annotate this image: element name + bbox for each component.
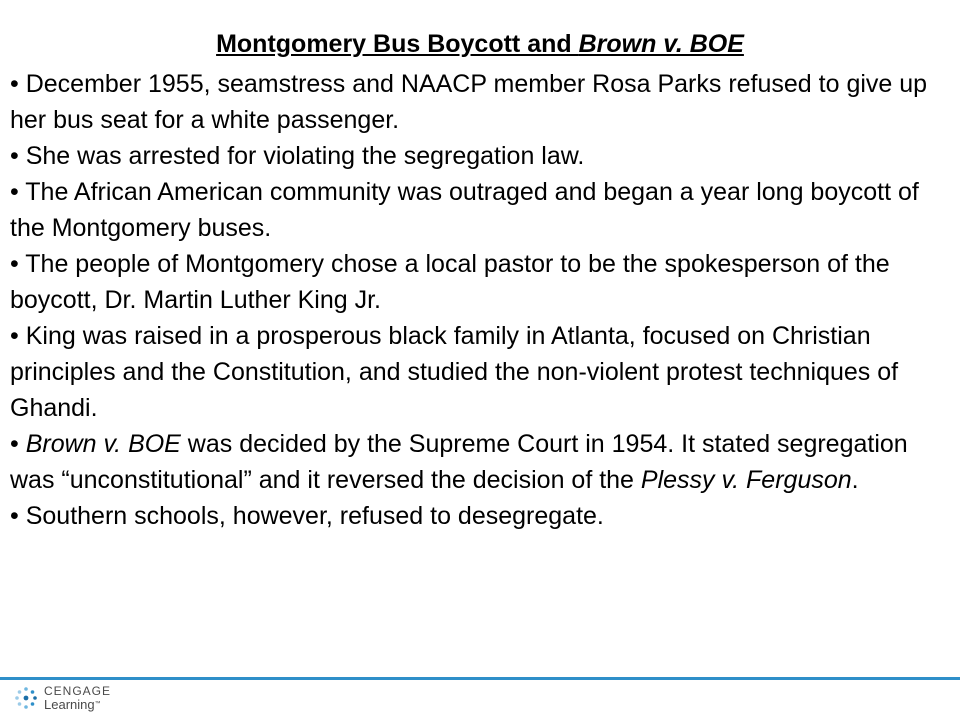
title-case-name: Brown v. BOE: [578, 30, 744, 58]
bullet-marker: •: [10, 142, 19, 170]
bullet-item: [10, 426, 954, 498]
bullet-marker: •: [10, 430, 19, 458]
case-name: Brown v. BOE: [25, 430, 181, 458]
case-name: Plessy v. Ferguson: [640, 466, 852, 494]
bullet-item: [10, 318, 954, 426]
bullet-marker: •: [10, 178, 19, 206]
bullet-item: [10, 174, 954, 246]
bullet-list: [10, 66, 954, 534]
bullet-item: [10, 498, 954, 534]
trademark: ™: [94, 701, 101, 707]
bullet-text: December 1955, seamstress and NAACP member Rosa Parks refused to give up her bus seat for a white passenger.: [10, 70, 928, 134]
bullet-item: [10, 246, 954, 318]
logo-line-2: [44, 698, 111, 711]
cengage-mark-icon: [14, 686, 38, 710]
bullet-text: The people of Montgomery chose a local pastor to be the spokesperson of the boycott, Dr. Martin Luther King Jr.: [10, 250, 890, 314]
bullet-marker: •: [10, 502, 19, 530]
bullet-text: was decided by the Supreme Court in 1954. It stated segregation was “unconstitutional” and it reversed the decision of the: [10, 430, 908, 494]
logo-line-1: CENGAGE: [44, 684, 112, 698]
bullet-item: [10, 138, 954, 174]
bullet-text: King was raised in a prosperous black family in Atlanta, focused on Christian principles and the Constitution, and studied the non-violent protest techniques of Ghandi.: [10, 322, 899, 422]
bullet-text: Southern schools, however, refused to desegregate.: [25, 502, 604, 530]
slide-title: [0, 28, 960, 60]
bullet-marker: •: [10, 70, 19, 98]
title-text: Montgomery Bus Boycott and: [216, 30, 579, 58]
bullet-marker: •: [10, 250, 19, 278]
bullet-marker: •: [10, 322, 19, 350]
bullet-text: The African American community was outraged and began a year long boycott of the Montgomery buses.: [10, 178, 919, 242]
bullet-item: [10, 66, 954, 138]
logo-line-2-text: Learning: [44, 697, 95, 712]
bullet-text: She was arrested for violating the segregation law.: [25, 142, 585, 170]
footer-rule: [0, 677, 960, 680]
cengage-logo: [14, 685, 111, 711]
bullet-text-end: .: [851, 466, 859, 494]
